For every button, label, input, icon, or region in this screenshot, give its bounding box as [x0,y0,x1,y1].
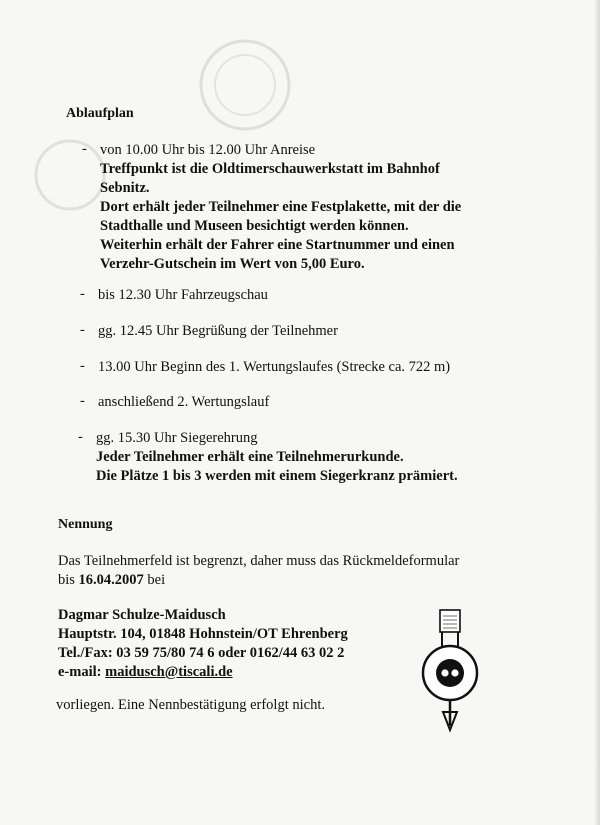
contact-phone: Tel./Fax: 03 59 75/80 74 6 oder 0162/44 63 02 2 [58,645,345,661]
schedule-item-1-line-3: Dort erhält jeder Teilnehmer eine Festplakette, mit der die [100,199,462,215]
dash-4: - [80,358,85,374]
nennung-text [58,552,558,590]
schedule-item-4: 13.00 Uhr Beginn des 1. Wertungslaufes (Strecke ca. 722 m) [98,359,451,375]
schedule-item-5: anschließend 2. Wertungslauf [98,394,270,410]
dash-1: - [82,141,87,157]
dash-2: - [80,286,85,302]
contact-name: Dagmar Schulze-Maidusch [58,607,226,623]
schedule-item-6-time: gg. 15.30 Uhr Siegerehrung [96,430,258,446]
bleed-through-seal-icon-2 [30,130,110,220]
schedule-item-1-line-6: Verzehr-Gutschein im Wert von 5,00 Euro. [100,256,365,272]
schedule-item-2: bis 12.30 Uhr Fahrzeugschau [98,287,268,303]
schedule-item-1-time: von 10.00 Uhr bis 12.00 Uhr Anreise [100,142,316,158]
contact-address: Hauptstr. 104, 01848 Hohnstein/OT Ehrenberg [58,626,348,642]
nennung-line-1: Das Teilnehmerfeld ist begrenzt, daher muss das Rückmeldeformular [58,553,460,569]
schedule-item-1-line-2: Sebnitz. [100,180,150,196]
heading-ablaufplan: Ablaufplan [66,106,134,121]
dash-6: - [78,429,83,445]
contact-email-row [58,663,418,682]
closing-text: vorliegen. Eine Nennbestätigung erfolgt nicht. [56,697,325,713]
nennung-date: 16.04.2007 [78,572,144,588]
contact-email-link[interactable]: maidusch@tiscali.de [105,664,233,680]
dash-5: - [80,393,85,409]
nennung-line-2 [58,571,558,590]
dash-3: - [80,322,85,338]
schedule-item-1-line-1: Treffpunkt ist die Oldtimerschauwerkstatt im Bahnhof [100,161,440,177]
schedule-item-6 [96,429,536,486]
nennung-prefix: bis [58,572,79,588]
heading-nennung: Nennung [58,517,113,532]
bleed-through-seal-icon [190,30,300,140]
schedule-item-6-line-1: Jeder Teilnehmer erhält eine Teilnehmerurkunde. [96,449,404,465]
page-edge-shadow [594,0,600,825]
schedule-item-3: gg. 12.45 Uhr Begrüßung der Teilnehmer [98,323,338,339]
oldtimer-club-emblem-icon [420,608,480,733]
contact-email-label: e-mail: [58,664,106,680]
nennung-suffix: bei [143,572,166,588]
schedule-item-6-line-2: Die Plätze 1 bis 3 werden mit einem Siegerkranz prämiert. [96,468,458,484]
schedule-item-1-line-5: Weiterhin erhält der Fahrer eine Startnummer und einen [100,237,455,253]
contact-block [58,606,418,682]
schedule-item-1-line-4: Stadthalle und Museen besichtigt werden können. [100,218,409,234]
schedule-item-1 [100,141,520,274]
